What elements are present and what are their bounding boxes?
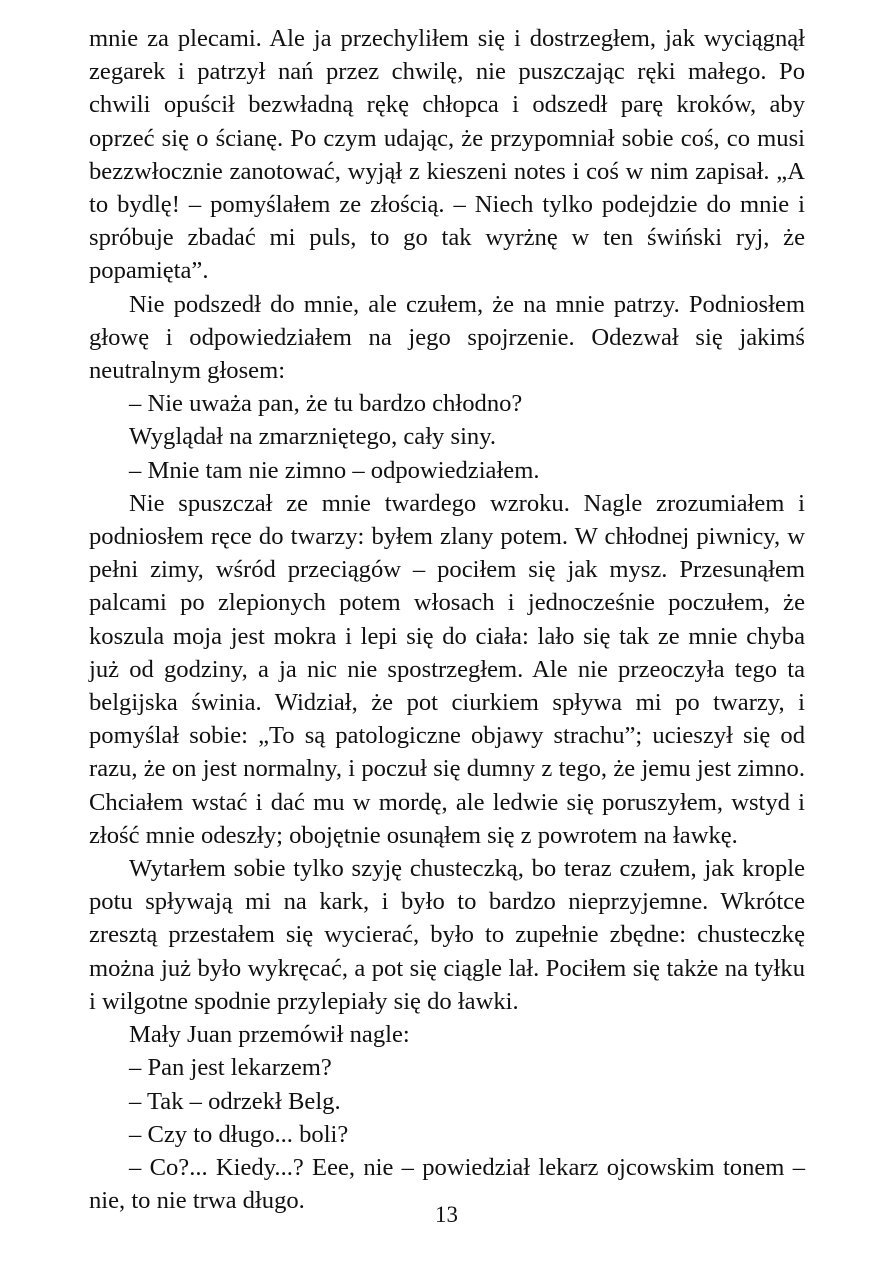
paragraph-12: – Co?... Kiedy...? Eee, nie – powiedział lekarz ojcowskim tonem – nie, to nie trwa długo. <box>89 1153 805 1215</box>
paragraph-5: – Mnie tam nie zimno – odpowiedziałem. <box>129 456 540 484</box>
paragraph-10: – Tak – odrzekł Belg. <box>129 1087 341 1115</box>
paragraph-4: Wyglądał na zmarzniętego, cały siny. <box>129 423 497 451</box>
paragraph-7: Wytarłem sobie tylko szyję chusteczką, bo teraz czułem, jak krople potu spływają mi na kark, i było to bardzo nieprzyjemne. Wkrótce zresztą przestałem się wycierać, było to zupełnie zbędne: chusteczkę można już było wykręcać, a pot się ciągle lał. Pociłem się także na tyłku i wilgotne spodnie przylepiały się do ławki. <box>89 855 805 1015</box>
paragraph-8: Mały Juan przemówił nagle: <box>129 1021 410 1049</box>
paragraph-3: – Nie uważa pan, że tu bardzo chłodno? <box>129 390 523 418</box>
paragraph-9: – Pan jest lekarzem? <box>129 1054 332 1082</box>
paragraph-11: – Czy to długo... boli? <box>129 1120 349 1148</box>
page-body <box>89 22 805 1217</box>
paragraph-2: Nie podszedł do mnie, ale czułem, że na mnie patrzy. Podniosłem głowę i odpowiedziałem na jego spojrzenie. Odezwał się jakimś neutralnym głosem: <box>89 290 805 385</box>
paragraph-6: Nie spuszczał ze mnie twardego wzroku. Nagle zrozumiałem i podniosłem ręce do twarzy: byłem zlany potem. W chłodnej piwnicy, w pełni zimy, wśród przeciągów – pociłem się jak mysz. Przesunąłem palcami po zlepionych potem włosach i jednocześnie poczułem, że koszula moja jest mokra i lepi się do ciała: lało się tak ze mnie chyba już od godziny, a ja nic nie spostrzegłem. Ale nie przeoczyła tego ta belgijska świnia. Widział, że pot ciurkiem spływa mi po twarzy, i pomyślał sobie: „To są patologiczne objawy strachu”; ucieszył się od razu, że on jest normalny, i poczuł się dumny z tego, że jemu jest zimno. Chciałem wstać i dać mu w mordę, ale ledwie się poruszyłem, wstyd i złość mnie odeszły; obojętnie osunąłem się z powrotem na ławkę. <box>89 489 805 849</box>
page-number: 13 <box>435 1202 458 1227</box>
paragraph-1: mnie za plecami. Ale ja przechyliłem się i dostrzegłem, jak wyciągnął zegarek i patrzył nań przez chwilę, nie puszczając ręki małego. Po chwili opuścił bezwładną rękę chłopca i odszedł parę kroków, aby oprzeć się o ścianę. Po czym udając, że przypomniał sobie coś, co musi bezzwłocznie zanotować, wyjął z kieszeni notes i coś w nim zapisał. „A to bydlę! – pomyślałem ze złością. – Niech tylko podejdzie do mnie i spróbuje zbadać mi puls, to go tak wyrżnę w ten świński ryj, że popamięta”. <box>89 25 805 285</box>
